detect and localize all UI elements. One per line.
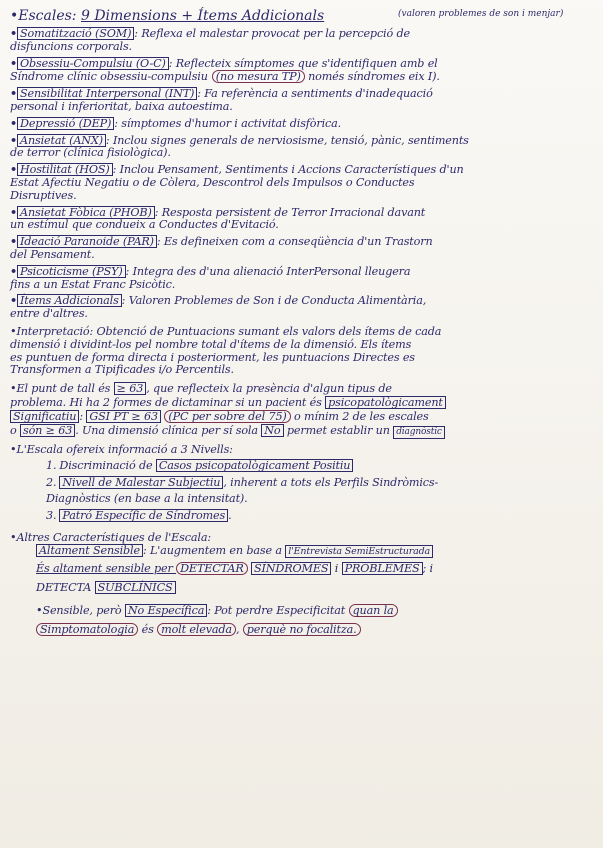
- altres-line-3: [10, 581, 593, 595]
- dimension-text-line: un estímul que condueix a Conductes d'Evitació.: [10, 218, 279, 232]
- cutoff-box: ≥ 63: [114, 382, 147, 395]
- text: o mínim 2 de les escales: [290, 409, 429, 423]
- interpretacio-line: dimensió i dividint-los pel nombre total d'ítems de la dimensió. Els ítems: [10, 337, 412, 351]
- altres-line-4: [10, 604, 593, 618]
- dimension-item: [10, 134, 593, 148]
- dimensions-list: [10, 27, 593, 321]
- psicopatologic-box: psicopatològicament: [325, 396, 446, 409]
- bullet: •: [10, 132, 18, 147]
- dimension-text-line: del Pensament.: [10, 247, 95, 261]
- punt-tall-line-1: [10, 382, 593, 396]
- altres-line-1: [10, 544, 593, 558]
- dimension-text-line: Estat Afectiu Negatiu o de Còlera, Descontrol dels Impulsos o Conductes: [10, 175, 415, 189]
- nivell-box: Casos psicopatològicament Positiu: [156, 459, 353, 472]
- dimension-item: [10, 163, 593, 177]
- bullet: •: [10, 55, 18, 70]
- subclinics-box: SUBCLÍNICS: [95, 581, 176, 594]
- interpretacio-line: es puntuen de forma directa i posteriorment, les puntuacions Directes es: [10, 350, 415, 364]
- dimension-item: [10, 235, 593, 249]
- dimension-text-line: personal i inferioritat, baixa autoestima.: [10, 99, 233, 113]
- dimension-item: [10, 206, 593, 220]
- altres-line-5: [10, 623, 593, 637]
- bullet: •: [10, 293, 18, 308]
- nivell-post: .: [228, 508, 232, 522]
- text: ,: [235, 622, 243, 636]
- no-box: No: [261, 424, 283, 437]
- dimension-item: [10, 294, 593, 308]
- dimension-text: : Reflecteix símptomes que s'identifiquen amb el: [168, 56, 438, 70]
- title-prefix: •Escales:: [10, 8, 77, 24]
- text: problema. Hi ha 2 formes de dictaminar si un pacient és: [10, 395, 322, 409]
- quan-la-oval: quan la: [349, 604, 398, 617]
- nivell-pre: Diagnòstics (en base a la intensitat).: [46, 491, 248, 505]
- nivells-list: [10, 459, 593, 522]
- title-main: 9 Dimensions + Ítems Addicionals: [80, 8, 325, 24]
- gsi-box: GSI PT ≥ 63: [86, 410, 161, 423]
- dimension-text: : símptomes d'humor i activitat disfòrica.: [114, 116, 342, 130]
- dimension-text: : Integra des d'una alienació InterPersonal lleugera: [125, 264, 411, 278]
- nivell-num: 2.: [46, 476, 57, 490]
- bullet: •: [10, 263, 18, 278]
- focalitza-oval: perquè no focalitza.: [243, 623, 361, 636]
- nivell-item: [10, 509, 593, 523]
- text: i: [331, 562, 342, 576]
- entrevista-box: l'Entrevista SemiEstructurada: [285, 545, 433, 558]
- no-especifica-box: No Específica: [125, 604, 207, 617]
- dimension-text-line: fins a un Estat Franc Psicòtic.: [10, 277, 176, 291]
- nivell-box: Nivell de Malestar Subjectiu: [59, 476, 223, 489]
- dimension-text-line: de terror (clínica fisiològica).: [10, 146, 171, 160]
- text: DETECTA: [36, 581, 92, 595]
- text: o: [10, 423, 17, 437]
- nivell-item: [10, 459, 593, 473]
- diagnostic-box: diagnòstic: [393, 426, 445, 439]
- dimension-item: [10, 27, 593, 41]
- nivell-post: , inherent a tots els Perfils Sindròmics-: [223, 476, 439, 490]
- bullet: •: [10, 115, 18, 130]
- bullet: •: [10, 234, 18, 249]
- punt-tall-line-3: [10, 410, 593, 424]
- text: :: [79, 409, 87, 423]
- bullet: •: [10, 26, 18, 40]
- dimension-text: : Inclou Pensament, Sentiments i Accions Característiques d'un: [112, 163, 464, 177]
- dimension-text-line: Disruptives.: [10, 188, 77, 202]
- text: : L'augmentem en base a: [142, 544, 286, 558]
- dimension-label: Psicoticisme (PSY): [17, 265, 126, 278]
- nivell-num: 3.: [46, 508, 57, 522]
- dimension-label: Obsessiu-Compulsiu (O-C): [17, 57, 169, 70]
- nivell-box: Patró Específic de Síndromes: [59, 509, 228, 522]
- detectar-oval: DETECTAR: [176, 562, 247, 575]
- text: •El punt de tall és: [10, 382, 111, 396]
- dimension-label: Sensibilitat Interpersonal (INT): [17, 87, 197, 100]
- dimension-text: : Resposta persistent de Terror Irracional davant: [154, 205, 426, 219]
- problemes-box: PROBLEMES: [342, 562, 423, 575]
- dimension-text: : Es defineixen com a conseqüència d'un Trastorn: [156, 235, 433, 249]
- sensible-box: Altament Sensible: [36, 544, 143, 557]
- son-box: són ≥ 63: [20, 424, 75, 437]
- altres-line-2: [10, 562, 593, 576]
- nivell-item: [10, 493, 593, 506]
- dimension-label: Depressió (DEP): [17, 117, 114, 130]
- text: . Una dimensió clínica per sí sola: [75, 423, 262, 437]
- punt-tall-section: [10, 382, 593, 438]
- punt-tall-line-2: [10, 396, 593, 410]
- dimension-item: [10, 87, 593, 101]
- dimension-label: Ítems Addicionals: [17, 294, 122, 307]
- text: És altament sensible per: [36, 562, 177, 576]
- text: Síndrome clínic obsessiu-compulsiu: [10, 70, 208, 84]
- dimension-label: Ansietat (ANX): [17, 134, 106, 147]
- text: , que reflecteix la presència d'algun tipus de: [146, 382, 392, 396]
- text: permet establir un: [283, 423, 394, 437]
- sindromes-box: SÍNDROMES: [251, 562, 331, 575]
- dimension-text: : Inclou signes generals de nerviosisme, tensió, pànic, sentiments: [105, 133, 469, 147]
- dimension-label: Ideació Paranoide (PAR): [17, 235, 157, 248]
- text: és: [138, 622, 158, 636]
- dimension-item: [10, 117, 593, 131]
- nivell-num: 1.: [46, 459, 57, 473]
- simptomatologia-oval: Simptomatologia: [36, 623, 138, 636]
- dimension-text: : Fa referència a sentiments d'inadequació: [197, 87, 433, 101]
- dimension-item: [10, 265, 593, 279]
- interpretacio-line: •Interpretació: Obtenció de Puntuacions sumant els valors dels ítems de cada: [10, 324, 442, 338]
- altres-intro: •Altres Característiques de l'Escala:: [10, 530, 211, 544]
- elevada-oval: molt elevada: [157, 623, 236, 636]
- nivells-intro: •L'Escala ofereix informació a 3 Nivells:: [10, 442, 233, 456]
- dimension-label: Hostilitat (HOS): [17, 163, 113, 176]
- interpretacio-line: Transformen a Tipificades i/o Percentils.: [10, 363, 234, 377]
- altres-section: [10, 532, 593, 637]
- nivell-item: [10, 476, 593, 490]
- dimension-text-line: disfuncions corporals.: [10, 39, 132, 53]
- punt-tall-line-4: [10, 424, 593, 439]
- bullet: •: [10, 86, 18, 101]
- text: només síndromes eix I).: [304, 70, 440, 84]
- text: ; i: [422, 562, 433, 576]
- dimension-item: [10, 57, 593, 71]
- nivell-pre: Discriminació de: [59, 459, 156, 473]
- nivells-section: [10, 444, 593, 523]
- significatiu-box: Significatiu: [10, 410, 79, 423]
- text: : Pot perdre Especificitat: [207, 603, 349, 617]
- title-note: (valoren problemes de son i menjar): [398, 9, 564, 19]
- bullet: •: [10, 162, 18, 177]
- pc-oval: (PC per sobre del 75): [164, 410, 290, 423]
- interpretacio-section: [10, 326, 593, 377]
- bullet: •: [10, 204, 18, 219]
- text: •Sensible, però: [36, 603, 125, 617]
- no-tp-oval: (no mesura TP): [212, 70, 305, 83]
- dimension-label: Ansietat Fòbica (PHOB): [17, 206, 155, 219]
- dimension-text-line: [10, 70, 593, 84]
- dimension-text: : Reflexa el malestar provocat per la percepció de: [134, 27, 410, 40]
- dimension-label: Somatització (SOM): [17, 27, 134, 40]
- dimension-text: : Valoren Problemes de Son i de Conducta Alimentària,: [121, 294, 427, 308]
- dimension-text-line: entre d'altres.: [10, 307, 88, 321]
